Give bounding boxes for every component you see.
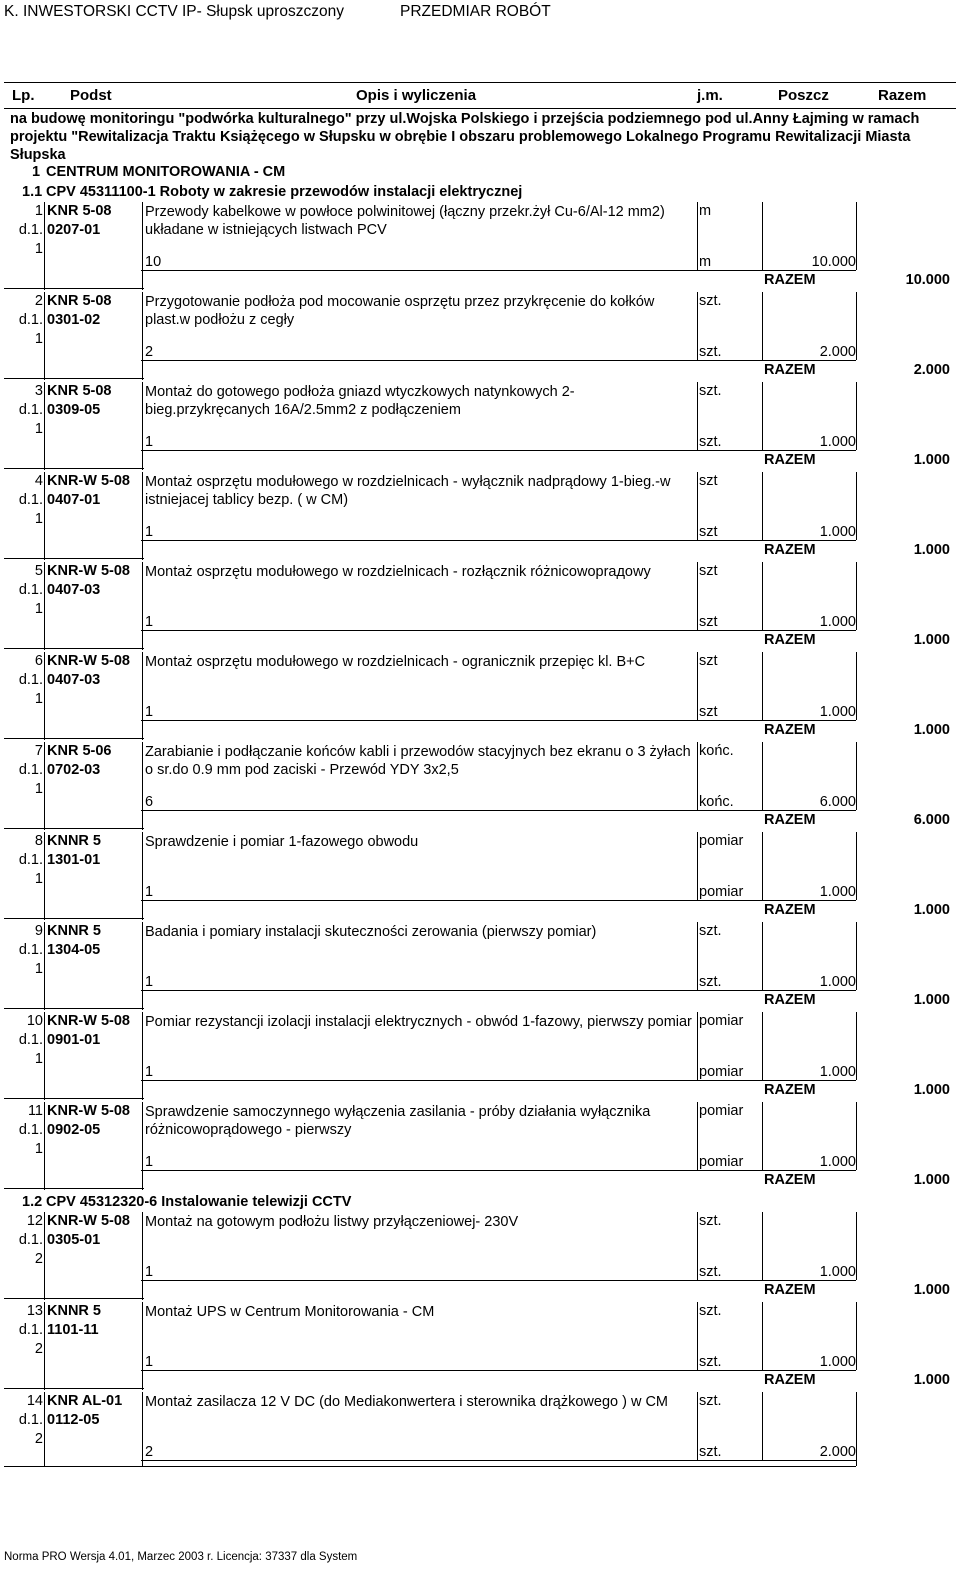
col-divider	[697, 382, 698, 450]
item-description: Sprawdzenie samoczynnego wyłączenia zasilania - próby działania wyłącznika różnicowoprądowego - pierwszy	[145, 1104, 651, 1138]
col-divider	[44, 1392, 45, 1466]
item-razem-value: 1.000	[913, 902, 950, 918]
item-sub-number: 1	[34, 781, 43, 797]
col-divider	[762, 1392, 763, 1460]
item-description: Montaż zasilacza 12 V DC (do Mediakonwertera i sterownika drążkowego ) w CM	[145, 1394, 669, 1410]
col-divider	[44, 472, 45, 560]
item-description: Montaż osprzętu modułowego w rozdzielnicach - wyłącznik nadprądowy 1-bieg.-w istniejacej tablicy bezp. ( w CM)	[145, 474, 671, 508]
item-description: Montaż osprzętu modułowego w rozdzielnicach - ogranicznik przepięc kl. B+C	[145, 654, 646, 670]
col-divider	[856, 832, 857, 900]
col-divider	[697, 922, 698, 990]
item-poszcz: 1.000	[819, 1064, 856, 1080]
section-1-1-number: 1.1	[22, 184, 43, 200]
col-divider	[762, 292, 763, 360]
col-opis: Opis i wyliczenia	[356, 87, 477, 104]
item-knr-code: 0305-01	[47, 1232, 101, 1248]
item-poszcz: 1.000	[819, 704, 856, 720]
item-calc-value: 1	[145, 1264, 154, 1280]
col-divider	[856, 1012, 857, 1080]
item-sub-number: 2	[34, 1431, 43, 1447]
col-divider	[762, 1302, 763, 1370]
item-razem-label: RAZEM	[764, 1082, 816, 1098]
item-sub-number: 1	[34, 871, 43, 887]
section-1-number: 1	[32, 164, 41, 180]
col-divider	[762, 742, 763, 810]
item-unit: szt	[699, 653, 718, 669]
table-row	[4, 562, 950, 650]
item-d-label: d.1.	[18, 402, 43, 418]
col-divider	[142, 922, 143, 1010]
col-divider	[762, 1102, 763, 1170]
item-razem-value: 1.000	[913, 1372, 950, 1388]
col-divider	[142, 1212, 143, 1300]
header-bottom-border	[4, 108, 956, 109]
item-unit: szt	[699, 563, 718, 579]
col-divider	[762, 652, 763, 720]
col-divider	[142, 472, 143, 560]
item-description: Przygotowanie podłoża pod mocowanie osprzętu przez przykręcenie do kołków plast.w podłożu z cegły	[145, 294, 655, 328]
item-sub-number: 2	[34, 1341, 43, 1357]
item-calc-value: 6	[145, 794, 154, 810]
col-divider	[697, 1392, 698, 1460]
item-razem-value: 10.000	[905, 272, 950, 288]
row-divider	[141, 990, 856, 991]
row-divider	[4, 1388, 144, 1389]
table-row	[4, 922, 950, 1010]
table-row	[4, 1212, 950, 1300]
item-calc-value: 1	[145, 434, 154, 450]
item-razem-value: 1.000	[913, 452, 950, 468]
item-d-label: d.1.	[18, 672, 43, 688]
col-poszcz: Poszcz	[778, 87, 829, 104]
section-1-2-title: CPV 45312320-6 Instalowanie telewizji CCTV	[46, 1194, 352, 1210]
col-divider	[856, 382, 857, 450]
item-number: 13	[26, 1303, 43, 1319]
col-divider	[697, 1302, 698, 1370]
col-divider	[697, 1102, 698, 1170]
item-d-label: d.1.	[18, 1232, 43, 1248]
item-number: 9	[34, 923, 43, 939]
section-1-1-title: CPV 45311100-1 Roboty w zakresie przewodów instalacji elektrycznej	[46, 184, 523, 200]
item-calc-unit: szt.	[699, 1354, 722, 1370]
item-unit: pomiar	[699, 1013, 744, 1029]
item-sub-number: 2	[34, 1251, 43, 1267]
item-razem-label: RAZEM	[764, 362, 816, 378]
item-knr-code: 1301-01	[47, 852, 101, 868]
row-divider	[141, 1370, 856, 1371]
item-calc-value: 10	[145, 254, 162, 270]
row-divider	[4, 918, 144, 919]
col-divider	[697, 472, 698, 540]
item-calc-value: 2	[145, 344, 154, 360]
section-1-2-number: 1.2	[22, 1194, 43, 1210]
item-unit: szt.	[699, 1303, 722, 1319]
col-divider	[856, 292, 857, 360]
intro-text: na budowę monitoringu "podwórka kulturalnego" przy ul.Wojska Polskiego i przejścia podziemnego pod ul.Anny Łajming w ramach projektu "Rewitalizacja Traktu Książęcego w Słupsku w obrębie I obszaru problemowego Lokalnego Programu Rewitalizacji Miasta Słupska	[10, 111, 920, 163]
item-knr: KNR 5-06	[47, 743, 112, 759]
col-divider	[142, 562, 143, 650]
item-razem-label: RAZEM	[764, 272, 816, 288]
item-number: 4	[34, 473, 43, 489]
item-calc-unit: szt	[699, 704, 718, 720]
item-unit: pomiar	[699, 1103, 744, 1119]
table-row	[4, 1012, 950, 1100]
item-calc-value: 1	[145, 1354, 154, 1370]
item-number: 2	[34, 293, 43, 309]
item-poszcz: 1.000	[819, 1264, 856, 1280]
row-divider	[4, 828, 144, 829]
item-knr: KNR-W 5-08	[47, 473, 130, 489]
item-sub-number: 1	[34, 421, 43, 437]
col-divider	[44, 742, 45, 830]
item-knr-code: 0207-01	[47, 222, 101, 238]
row-divider	[4, 558, 144, 559]
item-number: 8	[34, 833, 43, 849]
item-description: Pomiar rezystancji izolacji instalacji elektrycznych - obwód 1-fazowy, pierwszy pomiar	[145, 1014, 692, 1030]
item-razem-label: RAZEM	[764, 992, 816, 1008]
item-knr: KNR-W 5-08	[47, 563, 130, 579]
item-razem-value: 2.000	[913, 362, 950, 378]
item-calc-unit: szt	[699, 614, 718, 630]
row-divider	[4, 738, 144, 739]
col-divider	[762, 472, 763, 540]
item-poszcz: 6.000	[819, 794, 856, 810]
col-divider	[697, 1212, 698, 1280]
row-divider	[4, 1008, 144, 1009]
item-calc-unit: pomiar	[699, 1154, 744, 1170]
item-razem-label: RAZEM	[764, 1372, 816, 1388]
item-d-label: d.1.	[18, 852, 43, 868]
item-number: 5	[34, 563, 43, 579]
row-divider	[4, 1298, 144, 1299]
col-divider	[762, 382, 763, 450]
item-poszcz: 2.000	[819, 344, 856, 360]
item-knr: KNR-W 5-08	[47, 1213, 130, 1229]
item-unit: szt.	[699, 923, 722, 939]
item-description: Zarabianie i podłączanie końców kabli i przewodów stacyjnych bez ekranu o 3 żyłach o sr.do 0.9 mm pod zaciski - Przewód YDY 3x2,5	[145, 744, 691, 778]
item-d-label: d.1.	[18, 1032, 43, 1048]
item-unit: pomiar	[699, 833, 744, 849]
item-number: 11	[27, 1103, 43, 1119]
item-calc-unit: szt.	[699, 974, 722, 990]
item-poszcz: 1.000	[819, 1354, 856, 1370]
item-d-label: d.1.	[18, 1122, 43, 1138]
item-knr: KNR-W 5-08	[47, 653, 130, 669]
item-calc-value: 1	[145, 884, 154, 900]
item-knr: KNNR 5	[47, 1303, 101, 1319]
table-row	[4, 1392, 856, 1466]
item-razem-label: RAZEM	[764, 452, 816, 468]
item-knr: KNR AL-01	[47, 1393, 123, 1409]
col-divider	[44, 1102, 45, 1190]
col-divider	[44, 292, 45, 380]
item-knr: KNR 5-08	[47, 383, 112, 399]
col-divider	[856, 202, 857, 270]
item-calc-unit: szt.	[699, 1264, 722, 1280]
col-divider	[44, 1302, 45, 1390]
item-unit: szt.	[699, 1213, 722, 1229]
table-row	[4, 382, 950, 470]
row-divider	[141, 540, 856, 541]
col-divider	[856, 652, 857, 720]
item-calc-value: 1	[145, 524, 154, 540]
row-divider	[4, 468, 144, 469]
item-description: Badania i pomiary instalacji skuteczności zerowania (pierwszy pomiar)	[145, 924, 597, 940]
item-sub-number: 1	[34, 241, 43, 257]
item-razem-label: RAZEM	[764, 1282, 816, 1298]
col-divider	[44, 922, 45, 1010]
item-razem-label: RAZEM	[764, 722, 816, 738]
item-number: 12	[26, 1213, 43, 1229]
item-unit: szt	[699, 473, 718, 489]
item-description: Montaż UPS w Centrum Monitorowania - CM	[145, 1304, 435, 1320]
col-divider	[697, 562, 698, 630]
col-divider	[856, 562, 857, 630]
item-sub-number: 1	[34, 1051, 43, 1067]
item-sub-number: 1	[34, 1141, 43, 1157]
item-razem-value: 1.000	[913, 1172, 950, 1188]
table-row	[4, 1302, 950, 1390]
col-divider	[856, 1212, 857, 1280]
table-top-border	[4, 82, 956, 83]
item-calc-unit: szt.	[699, 1444, 722, 1460]
item-poszcz: 1.000	[819, 434, 856, 450]
item-number: 1	[34, 203, 43, 219]
item-calc-unit: szt.	[699, 344, 722, 360]
item-knr-code: 0901-01	[47, 1032, 101, 1048]
item-razem-label: RAZEM	[764, 812, 816, 828]
item-unit: końc.	[699, 743, 734, 759]
item-razem-value: 1.000	[913, 722, 950, 738]
item-razem-label: RAZEM	[764, 1172, 816, 1188]
item-poszcz: 1.000	[819, 614, 856, 630]
col-divider	[697, 652, 698, 720]
item-number: 3	[34, 383, 43, 399]
document-subtitle: PRZEDMIAR ROBÓT	[400, 3, 551, 20]
row-divider	[141, 1080, 856, 1081]
row-divider	[4, 1188, 144, 1189]
col-divider	[142, 1012, 143, 1100]
col-divider	[762, 202, 763, 270]
table-row	[4, 472, 950, 560]
col-divider	[142, 1392, 143, 1466]
item-knr: KNR-W 5-08	[47, 1013, 130, 1029]
item-calc-value: 1	[145, 974, 154, 990]
section-1-title: CENTRUM MONITOROWANIA - CM	[46, 164, 286, 180]
table-row	[4, 832, 950, 920]
item-d-label: d.1.	[18, 1322, 43, 1338]
item-d-label: d.1.	[18, 942, 43, 958]
row-divider	[141, 720, 856, 721]
item-knr: KNR-W 5-08	[47, 1103, 130, 1119]
row-divider	[141, 270, 856, 271]
table-row	[4, 652, 950, 740]
item-razem-value: 1.000	[913, 542, 950, 558]
item-sub-number: 1	[34, 511, 43, 527]
col-divider	[44, 832, 45, 920]
item-knr-code: 1101-11	[47, 1322, 99, 1338]
col-divider	[856, 1102, 857, 1170]
item-knr-code: 0407-01	[47, 492, 101, 508]
item-razem-label: RAZEM	[764, 542, 816, 558]
col-divider	[697, 832, 698, 900]
item-calc-unit: szt.	[699, 434, 722, 450]
col-lp: Lp.	[12, 87, 35, 104]
row-divider	[141, 450, 856, 451]
item-calc-value: 2	[145, 1444, 154, 1460]
item-calc-value: 1	[145, 704, 154, 720]
col-divider	[44, 1212, 45, 1300]
col-divider	[142, 382, 143, 470]
item-poszcz: 1.000	[819, 1154, 856, 1170]
col-divider	[44, 382, 45, 470]
col-divider	[856, 472, 857, 540]
col-divider	[44, 652, 45, 740]
item-description: Montaż osprzętu modułowego w rozdzielnicach - rozłącznik różnicowoprадowy	[145, 564, 651, 580]
col-divider	[856, 742, 857, 810]
col-divider	[856, 922, 857, 990]
row-divider	[141, 1170, 856, 1171]
row-divider	[141, 1280, 856, 1281]
row-divider	[4, 1098, 144, 1099]
item-knr-code: 0407-03	[47, 582, 101, 598]
col-divider	[142, 202, 143, 290]
item-description: Przewody kabelkowe w powłoce polwinitowej (łączny przekr.żył Cu-6/Al-12 mm2) układane w istniejących listwach PCV	[145, 204, 665, 238]
item-razem-value: 1.000	[913, 632, 950, 648]
col-divider	[44, 1012, 45, 1100]
item-number: 14	[26, 1393, 43, 1409]
item-razem-value: 1.000	[913, 1082, 950, 1098]
item-knr: KNNR 5	[47, 833, 101, 849]
item-number: 6	[34, 653, 43, 669]
item-calc-value: 1	[145, 614, 154, 630]
row-divider	[141, 630, 856, 631]
row-divider	[141, 900, 856, 901]
item-sub-number: 1	[34, 691, 43, 707]
row-divider	[141, 1460, 856, 1461]
footer-note: Norma PRO Wersja 4.01, Marzec 2003 r. Licencja: 37337 dla System	[4, 1551, 358, 1563]
item-poszcz: 2.000	[819, 1444, 856, 1460]
item-poszcz: 1.000	[819, 884, 856, 900]
col-divider	[44, 202, 45, 290]
item-description: Montaż na gotowym podłożu listwy przyłączeniowej- 230V	[145, 1214, 519, 1230]
item-razem-value: 1.000	[913, 992, 950, 1008]
row-divider	[4, 288, 144, 289]
document-title: K. INWESTORSKI CCTV IP- Słupsk uproszczony	[4, 3, 344, 20]
item-unit: szt.	[699, 293, 722, 309]
item-number: 7	[34, 743, 43, 759]
col-divider	[697, 292, 698, 360]
item-calc-unit: pomiar	[699, 1064, 744, 1080]
item-razem-label: RAZEM	[764, 902, 816, 918]
item-unit: m	[699, 203, 712, 219]
row-divider	[4, 1466, 856, 1467]
item-description: Montaż do gotowego podłoża gniazd wtyczkowych natynkowych 2-bieg.przykręcanych 16A/2.5mm2 z podłączeniem	[145, 384, 575, 418]
item-razem-value: 6.000	[913, 812, 950, 828]
col-divider	[697, 742, 698, 810]
col-divider	[142, 652, 143, 740]
item-d-label: d.1.	[18, 762, 43, 778]
item-knr-code: 0902-05	[47, 1122, 101, 1138]
col-divider	[697, 1012, 698, 1080]
item-sub-number: 1	[34, 961, 43, 977]
item-calc-value: 1	[145, 1154, 154, 1170]
col-jm: j.m.	[697, 87, 723, 104]
item-unit: szt.	[699, 383, 722, 399]
item-knr-code: 0112-05	[47, 1412, 100, 1428]
item-calc-unit: pomiar	[699, 884, 744, 900]
table-row	[4, 742, 950, 830]
col-divider	[856, 1302, 857, 1370]
item-calc-unit: szt	[699, 524, 718, 540]
col-divider	[142, 292, 143, 380]
item-description: Sprawdzenie i pomiar 1-fazowego obwodu	[145, 834, 419, 850]
item-knr: KNR 5-08	[47, 293, 112, 309]
col-razem: Razem	[878, 87, 927, 104]
table-row	[4, 292, 950, 380]
col-divider	[697, 202, 698, 270]
table-row	[4, 1102, 950, 1190]
col-divider	[142, 1302, 143, 1390]
item-calc-value: 1	[145, 1064, 154, 1080]
item-number: 10	[26, 1013, 43, 1029]
item-sub-number: 1	[34, 331, 43, 347]
row-divider	[4, 378, 144, 379]
item-d-label: d.1.	[18, 1412, 43, 1428]
col-divider	[762, 1212, 763, 1280]
item-d-label: d.1.	[18, 582, 43, 598]
item-knr-code: 0309-05	[47, 402, 101, 418]
col-divider	[142, 742, 143, 830]
item-razem-value: 1.000	[913, 1282, 950, 1298]
col-divider	[856, 1392, 857, 1466]
item-unit: szt.	[699, 1393, 722, 1409]
item-poszcz: 10.000	[811, 254, 856, 270]
col-divider	[44, 562, 45, 650]
item-poszcz: 1.000	[819, 974, 856, 990]
col-podst: Podst	[70, 87, 112, 104]
item-calc-unit: końc.	[699, 794, 734, 810]
item-knr-code: 0407-03	[47, 672, 101, 688]
col-divider	[142, 1102, 143, 1190]
row-divider	[4, 648, 144, 649]
col-divider	[762, 922, 763, 990]
row-divider	[141, 360, 856, 361]
item-d-label: d.1.	[18, 222, 43, 238]
item-knr-code: 0301-02	[47, 312, 101, 328]
col-divider	[762, 1012, 763, 1080]
item-d-label: d.1.	[18, 312, 43, 328]
item-d-label: d.1.	[18, 492, 43, 508]
col-divider	[142, 832, 143, 920]
item-sub-number: 1	[34, 601, 43, 617]
item-calc-unit: m	[699, 254, 712, 270]
row-divider	[141, 810, 856, 811]
item-knr: KNR 5-08	[47, 203, 112, 219]
col-divider	[762, 562, 763, 630]
item-knr-code: 0702-03	[47, 762, 101, 778]
item-razem-label: RAZEM	[764, 632, 816, 648]
item-knr: KNNR 5	[47, 923, 101, 939]
table-row	[4, 202, 950, 290]
col-divider	[762, 832, 763, 900]
item-knr-code: 1304-05	[47, 942, 101, 958]
item-poszcz: 1.000	[819, 524, 856, 540]
